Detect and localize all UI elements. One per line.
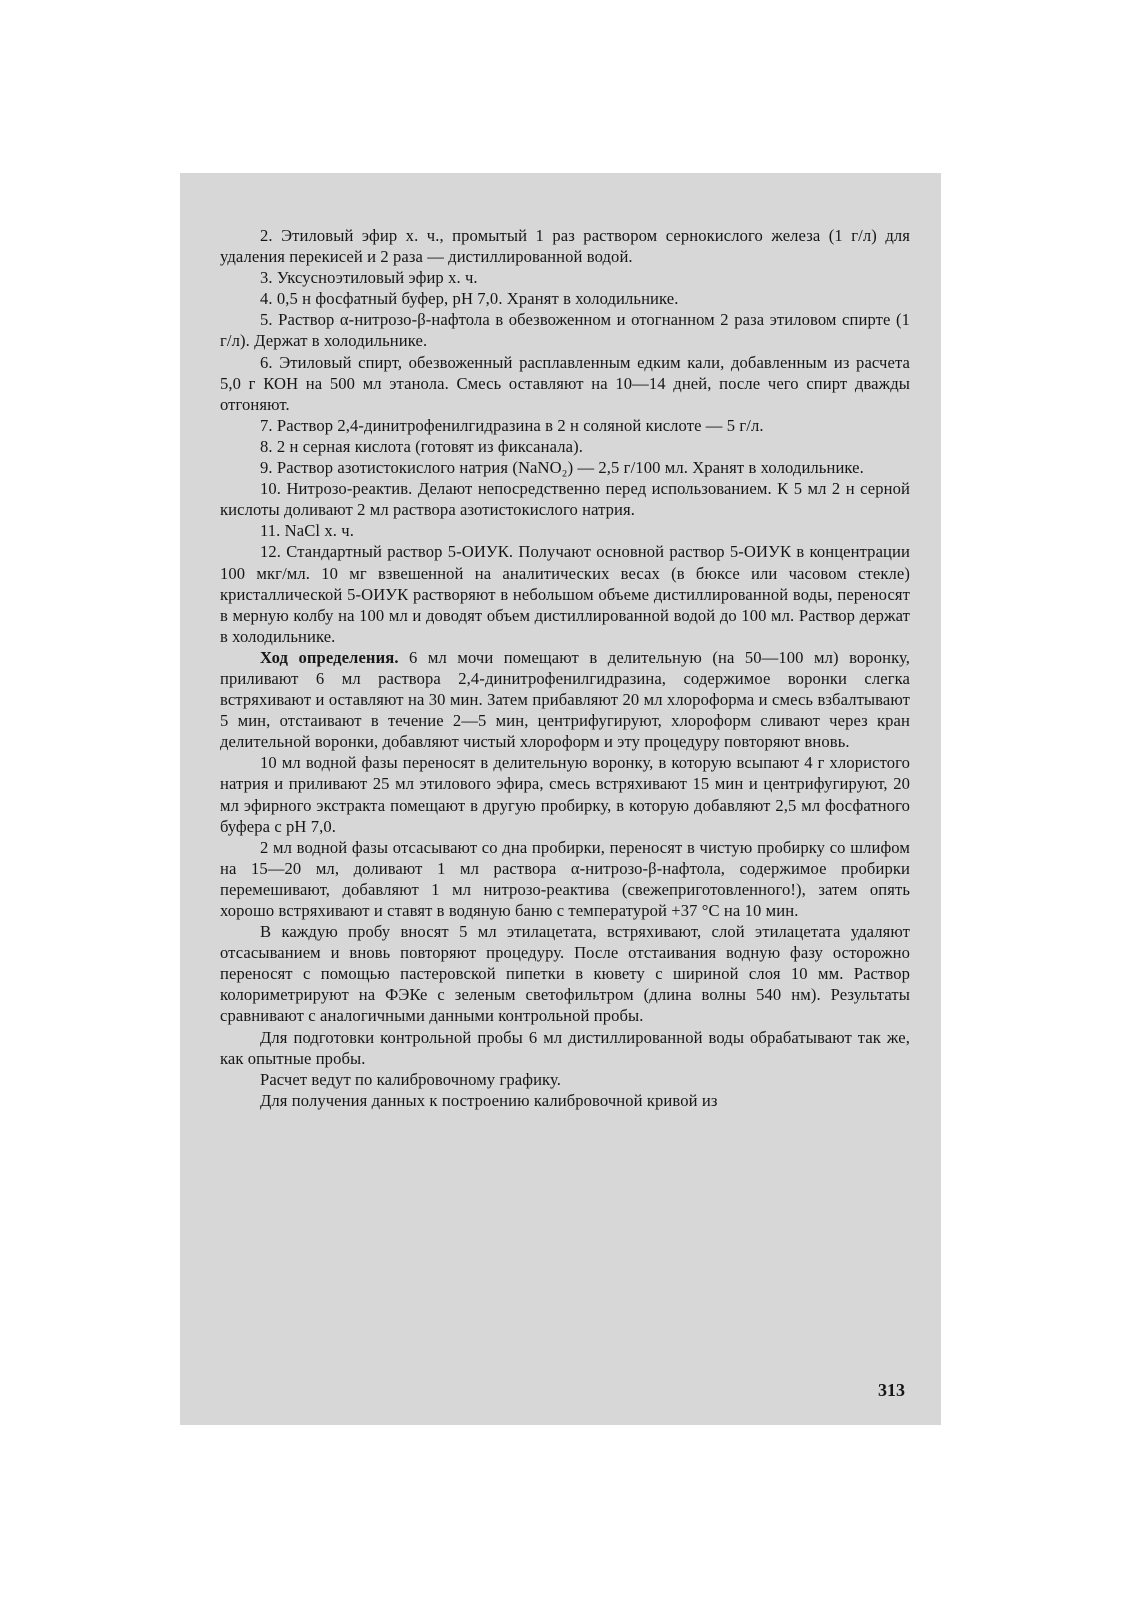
paragraph-water-phase: 10 мл водной фазы переносят в делительную воронку, в которую всыпают 4 г хлористого натрия и приливают 25 мл этилового эфира, смесь встряхивают 15 мин и центрифугируют, 20 мл эфирного экстракта помещают в другую пробирку, в которую добавляют 2,5 мл фосфатного буфера с pH 7,0. xyxy=(220,753,910,836)
paragraph-item-9: 9. Раствор азотистокислого натрия (NaNO₂) — 2,5 г/100 мл. Хранят в холодильнике. xyxy=(260,458,864,478)
paragraph-item-7: 7. Раствор 2,4-динитрофенилгидразина в 2 н соляной кислоте — 5 г/л. xyxy=(260,415,764,435)
paragraph-procedure xyxy=(220,647,910,752)
procedure-heading: Ход определения. xyxy=(260,647,399,667)
paragraph-item-2: 2. Этиловый эфир х. ч., промытый 1 раз раствором сернокислого железа (1 г/л) для удаления перекисей и 2 раза — дистиллированной водой. xyxy=(220,226,910,267)
paragraph-calculation: Расчет ведут по калибровочному графику. xyxy=(260,1069,561,1089)
paragraph-item-4: 4. 0,5 н фосфатный буфер, pH 7,0. Хранят в холодильнике. xyxy=(260,289,679,309)
paragraph-ethyl-acetate: В каждую пробу вносят 5 мл этилацетата, встряхивают, слой этилацетата удаляют отсасыванием и вновь повторяют процедуру. После отстаивания водную фазу осторожно переносят с помощью пастеровской пипетки в кювету с шириной слоя 10 мм. Раствор колориметрируют на ФЭКе с зеленым светофильтром (длина волны 540 нм). Результаты сравнивают с аналогичными данными контрольной пробы. xyxy=(220,922,910,1026)
paragraph-item-5: 5. Раствор α-нитрозо-β-нафтола в обезвоженном и отогнанном 2 раза этиловом спирте (1 г/л). Держат в холодильнике. xyxy=(220,310,910,351)
book-page xyxy=(180,173,941,1425)
paragraph-item-8: 8. 2 н серная кислота (готовят из фиксанала). xyxy=(260,436,583,456)
paragraph-item-3: 3. Уксусноэтиловый эфир х. ч. xyxy=(260,268,478,288)
paragraph-aspiration: 2 мл водной фазы отсасывают со дна пробирки, переносят в чистую пробирку со шлифом на 15—20 мл, доливают 1 мл раствора α-нитрозо-β-нафтола, содержимое пробирки перемешивают, добавляют 1 мл нитрозо-реактива (свежеприготовленного!), затем опять хорошо встряхивают и ставят в водяную баню с температурой +37 °С на 10 мин. xyxy=(220,837,910,920)
page-number: 313 xyxy=(878,1380,905,1400)
paragraph-control-sample: Для подготовки контрольной пробы 6 мл дистиллированной воды обрабатывают так же, как опытные пробы. xyxy=(220,1027,910,1068)
paragraph-calibration: Для получения данных к построению калибровочной кривой из xyxy=(260,1090,718,1110)
body-text xyxy=(220,225,910,1111)
paragraph-item-12: 12. Стандартный раствор 5-ОИУК. Получают основной раствор 5-ОИУК в концентрации 100 мкг/мл. 10 мг взвешенной на аналитических весах (в бюксе или часовом стекле) кристаллической 5-ОИУК растворяют в небольшом объеме дистиллированной воды, переносят в мерную колбу на 100 мл и доводят объем дистиллированной водой до 100 мл. Раствор держат в холодильнике. xyxy=(220,542,910,646)
paragraph-item-11: 11. NaCl х. ч. xyxy=(260,521,354,541)
paragraph-item-10: 10. Нитрозо-реактив. Делают непосредственно перед использованием. К 5 мл 2 н серной кислоты доливают 2 мл раствора азотистокислого натрия. xyxy=(220,479,910,520)
paragraph-item-6: 6. Этиловый спирт, обезвоженный расплавленным едким кали, добавленным из расчета 5,0 г КОН на 500 мл этанола. Смесь оставляют на 10—14 дней, после чего спирт дважды отгоняют. xyxy=(220,352,910,414)
procedure-text: 6 мл мочи помещают в делительную (на 50—100 мл) воронку, приливают 6 мл раствора 2,4-динитрофенилгидразина, содержимое воронки слегка встряхивают и оставляют на 30 мин. Затем прибавляют 20 мл хлороформа и смесь взбалтывают 5 мин, отстаивают в течение 2—5 мин, центрифугируют, хлороформ сливают через кран делительной воронки, добавляют чистый хлороформ и эту процедуру повторяют вновь. xyxy=(220,647,910,752)
